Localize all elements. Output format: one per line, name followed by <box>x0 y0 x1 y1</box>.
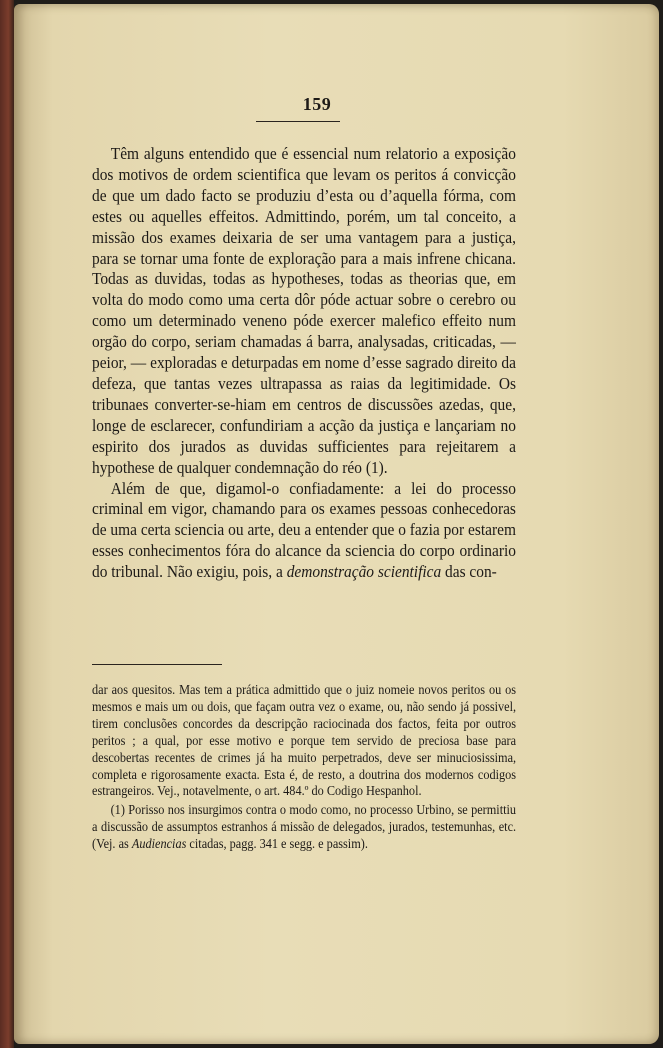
book-spine-edge <box>0 0 14 1048</box>
page-number: 159 <box>302 94 332 114</box>
footnotes <box>92 682 517 853</box>
paragraph-2-tail: das con- <box>441 562 497 582</box>
footnote-1-italic: Audiencias <box>131 836 187 852</box>
italic-phrase: demonstração scientifica <box>286 562 442 582</box>
footnote-continuation: dar aos quesitos. Mas tem a prática admittido que o juiz nomeie novos peritos ou os mesmos e mais um ou dois, que façam outra vez o exame, ou, não sendo já possivel, tirem conclusões concordes da descripção raciocinada dos factos, feita por outros peritos ; a qual, por esse motivo e porque tem servido de preciosa base para descobertas recentes de crimes já ha muito perpetrados, deve ser minuciosissima, completa e rigorosamente exacta. Esta é, de resto, a doutrina dos modernos codigos estrangeiros. Vej., notavelmente, o art. 484.º do Codigo Hespanhol. <box>92 682 517 799</box>
footnote-reference: (1). <box>365 457 388 477</box>
paragraph-2 <box>92 479 516 584</box>
footnote-separator <box>92 664 222 665</box>
footnote-1 <box>92 802 516 853</box>
paragraph-2-text: Além de que, digamol-o confiadamente: a lei do processo criminal em vigor, chamando para os exames pessoas conhecedoras de uma certa sciencia ou arte, deu a entender que o fazia por estarem esses conhecimentos fóra do alcance da sciencia do corpo ordinario do tribunal. Não exigiu, pois, a <box>92 478 516 582</box>
paragraph-1-text: Têm alguns entendido que é essencial num relatorio a exposição dos motivos de ordem scientifica que levam os peritos á convicção de que um dado facto se produziu d’esta ou d’aquella fórma, com estes ou aquelles effeitos. Admittindo, porém, um tal conceito, a missão dos exames deixaria de ser uma vantagem para a justiça, para se tornar uma fonte de exploração para a mais infrene chicana. Todas as duvidas, todas as hypotheses, todas as theorias que, em volta do modo como uma certa dôr póde actuar sobre o cerebro ou como um determinado veneno póde exercer malefico effeito num orgão do corpo, seriam chamadas á barra, analysadas, criticadas, — peior, — exploradas e deturpadas em nome d’esse sagrado direito da defeza, que tantas vezes ultrapassa as raias da legitimidade. Os tribunaes converter-se-hiam em centros de discussões azedas, que, longe de esclarecer, confundiriam a acção da justiça e lançariam no espirito dos jurados as duvidas sufficientes para rejeitarem a hypothese de qualquer condemnação do réo <box>92 144 516 477</box>
footnote-1-text: Porisso nos insurgimos contra o modo como, no processo Urbino, se permittiu a discussão de assumptos estranhos á missão de delegados, jurados, testemunhas, etc. (Vej. as <box>92 802 517 852</box>
footnote-1-tail: citadas, pagg. 341 e segg. e passim). <box>186 836 368 852</box>
main-text <box>92 144 516 583</box>
page-number-rule <box>256 121 340 122</box>
page-content <box>92 94 516 583</box>
paragraph-1 <box>92 144 516 479</box>
footnote-1-marker: (1) <box>110 802 125 818</box>
